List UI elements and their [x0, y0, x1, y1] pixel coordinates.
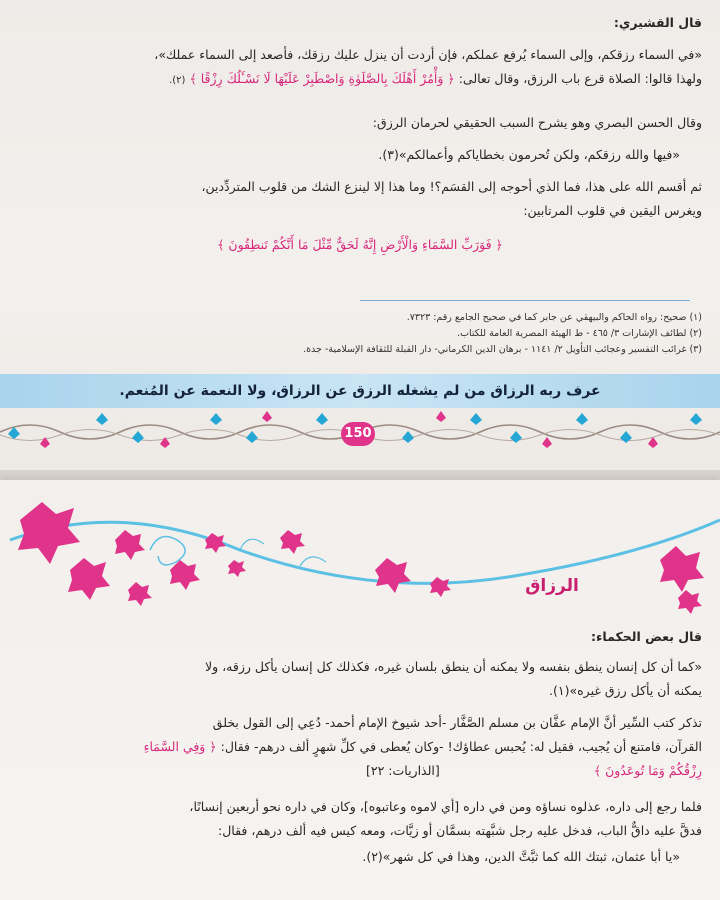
paragraph-affan-line-1: تذكر كتب السِّير أنَّ الإمام عفَّان بن مسلم الصَّفَّار -أحد شيوخ الإمام أحمد- دُعِي إلى القول بخلق — [212, 715, 702, 730]
footnote-divider — [360, 300, 690, 301]
footnote-1: (١) صحيح: رواه الحاكم والبيهقي عن جابر كما في صحيح الجامع رقم: ٧٣٢٣. — [406, 312, 702, 323]
paragraph-oath-line-1: ثم أقسم الله على هذا، فما الذي أحوجه إلى القسَم؟! وما هذا إلا لينزع الشك من قلوب المتردِّدين، — [201, 179, 702, 194]
paragraph-affan-line-2 — [16, 736, 702, 758]
page-gap — [0, 470, 720, 480]
quran-verse-sky-part-2: رِزْقُكُمْ وَمَا تُوعَدُونَ ﴾ — [593, 763, 702, 778]
paragraph-affan-text: القرآن، فامتنع أن يُجيب، فقيل له: يُحبس عطاؤك! -وكان يُعطى في كلِّ شهرٍ ألف درهم- فقال: — [220, 739, 702, 754]
speaker-wise-men: قال بعض الحكماء: — [591, 629, 702, 644]
page-number-badge: 150 — [341, 422, 375, 446]
quote-abu-uthman: «يا أبا عثمان، ثبتك الله كما ثبَّتَّ الدين، وهذا في كل شهر»(٢). — [362, 849, 680, 864]
quran-verse-prayer: ﴿ وَأْمُرْ أَهْلَكَ بِالصَّلَوٰةِ وَاصْطَبِرْ عَلَيْهَا لَا نَسْـَٔلُكَ رِزْقًا ﴾ — [189, 71, 455, 86]
footnote-2: (٢) لطائف الإشارات ٣/ ٤٦٥ - ط الهيئة المصرية العامة للكتاب. — [457, 328, 702, 339]
paragraph-1-text: ولهذا قالوا: الصلاة قرع باب الرزق، وقال تعالى: — [458, 71, 702, 86]
paragraph-1-line-2 — [16, 68, 702, 92]
verse-reference: [الذاريات: ٢٢] — [365, 763, 440, 778]
paragraph-1-line-1: «في السماء رزقكم، وإلى السماء يُرفع عملكم، فإن أردت أن ينزل عليك رزقك، فأصعد إلى السماء عملك»، — [154, 47, 702, 62]
quote-banner: عرف ربه الرزاق من لم يشغله الرزق عن الرزاق، ولا النعمة عن المُنعم. — [0, 374, 720, 408]
paragraph-hasan-basri: وقال الحسن البصري وهو يشرح السبب الحقيقي لحرمان الرزق: — [372, 115, 702, 130]
paragraph-return-line-1: فلما رجع إلى داره، عذلوه نساؤه ومن في داره [أي لاموه وعاتبوه]، وكان في داره نحو أربعين إنسانًا، — [189, 799, 702, 814]
quote-hasan-basri: «فيها والله رزقكم، ولكن تُحرمون بخطاياكم وأعمالكم»(٣). — [378, 147, 680, 162]
chapter-title: الرزاق — [525, 576, 579, 596]
chapter-header-floral — [0, 480, 720, 620]
quran-verse-sky-part-1: ﴿ وَفِي السَّمَاءِ — [143, 739, 217, 754]
quran-verse-heaven-earth: ﴿ فَوَرَبِّ السَّمَاءِ وَالْأَرْضِ إِنَّهُ لَحَقٌّ مِّثْلَ مَا أَنَّكُمْ تَنطِقُونَ ﴾ — [217, 237, 503, 252]
paragraph-return-line-2: فدقَّ عليه داقٌّ الباب، فدخل عليه رجل شبَّهته بسمَّان أو زيَّات، ومعه كيس فيه ألف درهم، فقال: — [217, 823, 702, 838]
paragraph-oath-line-2: ويغرس اليقين في قلوب المرتابين: — [523, 203, 702, 218]
paragraph-wisdom-line-2: يمكنه أن يأكل رزق غيره»(١). — [549, 683, 702, 698]
footnote-3: (٣) غرائب التفسير وعجائب التأويل ٢/ ١١٤١ - برهان الدين الكرماني- دار القبلة للثقافة الإسلامية- جدة. — [303, 344, 702, 355]
speaker-qushayri: قال القشيري: — [613, 15, 702, 30]
paragraph-wisdom-line-1: «كما أن كل إنسان ينطق بنفسه ولا يمكنه أن ينطق بلسان غيره، فكذلك كل إنسان يأكل رزقه، ولا — [204, 659, 702, 674]
footnote-ref-2: (٢). — [169, 75, 186, 86]
paragraph-affan-line-3 — [16, 760, 702, 782]
book-page-chapter-razzaq — [0, 480, 720, 900]
